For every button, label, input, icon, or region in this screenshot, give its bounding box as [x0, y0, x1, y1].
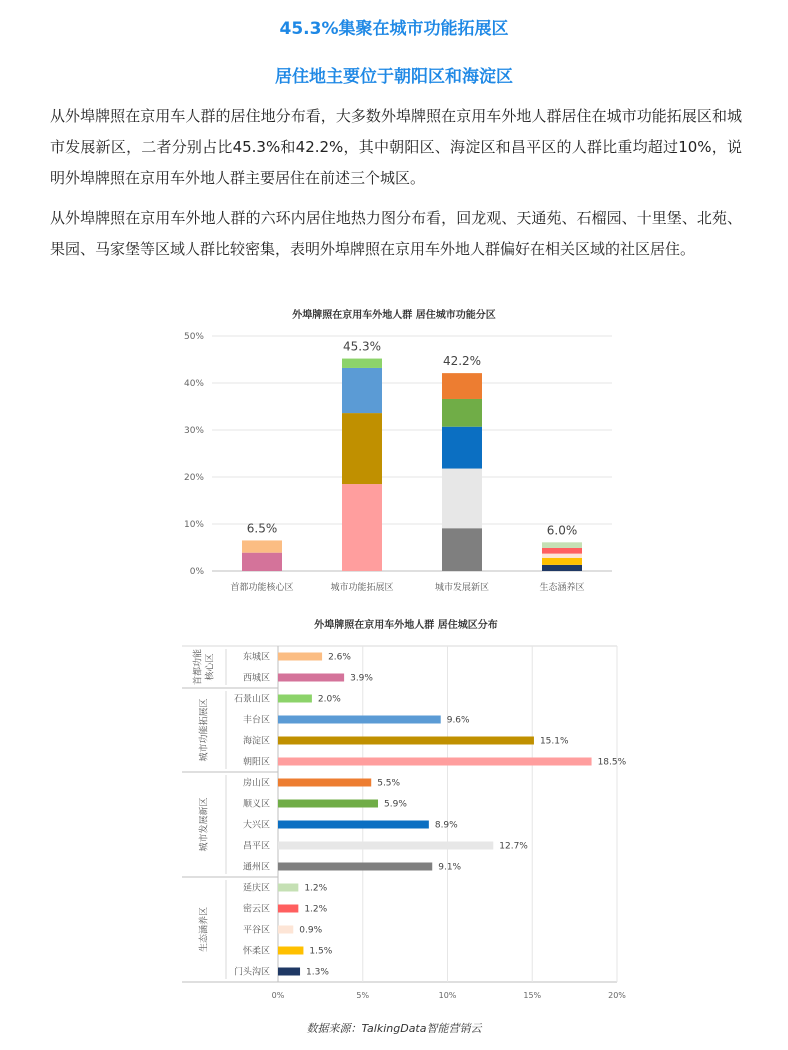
bar-segment [542, 558, 582, 565]
district-bar [278, 716, 441, 724]
heading-line-2: 居住地主要位于朝阳区和海淀区 [275, 67, 513, 87]
district-bar [278, 947, 303, 955]
stacked-bar-chart [0, 300, 788, 605]
district-bar [278, 653, 322, 661]
district-bar [278, 926, 293, 934]
district-bar [278, 800, 378, 808]
category-label: 城市功能拓展区 [330, 583, 394, 593]
value-label: 9.6% [446, 715, 470, 726]
chart-title: 外埠牌照在京用车外地人群 居住城市功能分区 [292, 310, 496, 321]
district-bar [278, 842, 493, 850]
value-label: 9.1% [438, 862, 462, 873]
district-bar [278, 821, 429, 829]
group-label: 生态涵养区 [199, 906, 210, 953]
group-label: 首都功能 [193, 648, 204, 686]
district-label: 大兴区 [242, 820, 270, 831]
x-tick-label: 15% [523, 991, 542, 1000]
total-label: 42.2% [442, 354, 482, 369]
value-label: 1.3% [306, 967, 329, 978]
y-tick-label: 50% [183, 332, 204, 342]
district-label: 房山区 [242, 778, 270, 789]
district-bar [278, 968, 300, 976]
value-label: 2.0% [317, 694, 341, 705]
value-label: 2.6% [328, 652, 351, 663]
group-label: 城市发展新区 [199, 797, 210, 852]
district-label: 门头沟区 [233, 967, 270, 978]
y-tick-label: 20% [183, 473, 204, 483]
value-label: 0.9% [299, 925, 323, 936]
value-label: 3.9% [350, 673, 373, 684]
bar-segment [242, 540, 282, 552]
district-bar [278, 884, 298, 892]
bar-segment [442, 373, 482, 399]
district-bar [278, 863, 432, 871]
district-bar [278, 779, 371, 787]
bar-segment [542, 542, 582, 548]
category-label: 生态涵养区 [539, 583, 585, 593]
total-label: 45.3% [342, 339, 382, 354]
horizontal-bar-chart [0, 612, 788, 1012]
group-label: 核心区 [205, 653, 216, 681]
district-label: 通州区 [242, 862, 270, 873]
district-label: 东城区 [242, 652, 270, 663]
total-label: 6.5% [246, 521, 278, 536]
y-tick-label: 40% [183, 379, 204, 389]
value-label: 1.2% [304, 904, 328, 915]
value-label: 15.1% [539, 736, 569, 747]
category-label: 首都功能核心区 [230, 583, 294, 593]
bar-segment [342, 359, 382, 368]
y-tick-label: 10% [183, 520, 204, 530]
paragraph-1: 从外埠牌照在京用车人群的居住地分布看，大多数外埠牌照在京用车外地人群居住在城市功能拓展区和城市发展新区，二者分别占比45.3%和42.2%，其中朝阳区、海淀区和昌平区的人群比重均超过10%，说明外埠牌照在京用车外地人群主要居住在前述三个城区。 [50, 107, 742, 187]
value-label: 5.5% [377, 778, 401, 789]
chart-title: 外埠牌照在京用车外地人群 居住城区分布 [314, 620, 498, 631]
district-label: 石景山区 [233, 694, 270, 705]
district-label: 密云区 [242, 904, 270, 915]
district-label: 顺义区 [242, 799, 270, 810]
category-label: 城市发展新区 [434, 583, 490, 593]
district-label: 延庆区 [242, 883, 270, 894]
bar-segment [542, 554, 582, 558]
district-label: 平谷区 [242, 925, 270, 936]
district-bar [278, 758, 592, 766]
x-tick-label: 0% [271, 991, 285, 1000]
x-tick-label: 20% [608, 991, 626, 1000]
y-tick-label: 30% [183, 426, 204, 436]
district-label: 怀柔区 [242, 946, 270, 957]
bar-segment [442, 427, 482, 469]
district-bar [278, 905, 298, 913]
value-label: 12.7% [499, 841, 528, 852]
y-tick-label: 0% [189, 567, 204, 577]
district-bar [278, 674, 344, 682]
bar-segment [442, 399, 482, 427]
bar-segment [542, 548, 582, 554]
district-label: 昌平区 [242, 841, 270, 852]
paragraph-2: 从外埠牌照在京用车外地人群的六环内居住地热力图分布看，回龙观、天通苑、石榴园、十里堡、北苑、果园、马家堡等区域人群比较密集，表明外埠牌照在京用车外地人群偏好在相关区域的社区居住。 [50, 209, 742, 258]
bar-segment [342, 368, 382, 413]
total-label: 6.0% [546, 523, 578, 538]
x-tick-label: 5% [356, 991, 370, 1000]
district-bar [278, 695, 312, 703]
district-label: 丰台区 [242, 715, 270, 726]
bar-segment [442, 528, 482, 571]
value-label: 8.9% [434, 820, 458, 831]
value-label: 1.2% [304, 883, 328, 894]
district-bar [278, 737, 534, 745]
district-label: 海淀区 [242, 736, 270, 747]
group-label: 城市功能拓展区 [199, 698, 210, 762]
bar-segment [442, 469, 482, 529]
bar-segment [342, 413, 382, 484]
x-tick-label: 10% [438, 991, 457, 1000]
bar-segment [342, 484, 382, 571]
data-source-note: 数据来源：TalkingData智能营销云 [306, 1022, 482, 1035]
district-label: 朝阳区 [242, 757, 270, 768]
value-label: 18.5% [597, 757, 627, 768]
heading-line-1: 45.3%集聚在城市功能拓展区 [279, 19, 509, 39]
value-label: 1.5% [309, 946, 333, 957]
bar-segment [242, 553, 282, 571]
bar-segment [542, 565, 582, 571]
district-label: 西城区 [242, 673, 270, 684]
value-label: 5.9% [384, 799, 407, 810]
